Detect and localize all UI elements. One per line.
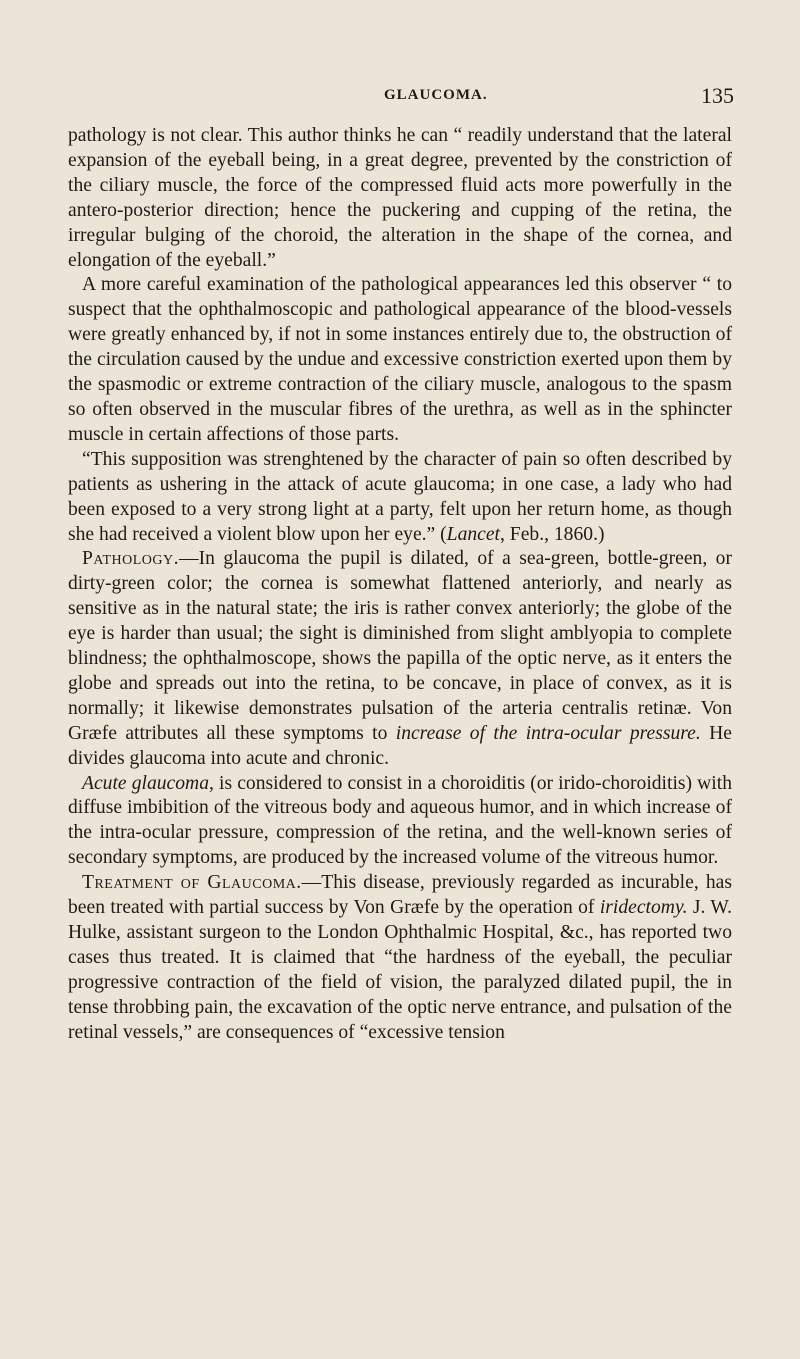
section-heading-pathology: Pathology.	[82, 548, 180, 570]
paragraph-text: —In glaucoma the pupil is dilated, of a sea-green, bottle-green, or dirty-green color; the cornea is somewhat flattened anteriorly, and nearly as sensitive as in the natural state; the iris is rather convex anteriorly; the globe of the eye is harder than usual; the sight is diminished from slight amblyopia to complete blindness; the ophthalmoscope, shows the papilla of the optic nerve, as it enters the globe and spreads out into the retina, to be concave, in place of convex, as it is normally; it likewise demonstrates pulsation of the arteria centralis retinæ. Von Græfe attributes all these symptoms to	[68, 548, 732, 744]
emphasis-text: increase of the intra-ocular pressure.	[395, 722, 701, 744]
running-title: GLAUCOMA.	[384, 87, 488, 103]
paragraph-continuation	[68, 124, 732, 273]
paragraph-text: A more careful examination of the pathological appearances led this observer “ to suspect that the ophthalmoscopic and pathological appearance of the blood-vessels were greatly enhanced by, if not in some instances entirely due to, the obstruction of the circulation caused by the undue and excessive constriction exerted upon them by the spasmodic or extreme contraction of the ciliary muscle, analogous to the spasm so often observed in the muscular fibres of the urethra, as well as in the sphincter muscle in certain affections of those parts.	[68, 274, 732, 445]
paragraph-treatment	[68, 871, 732, 1045]
paragraph-examination	[68, 273, 732, 447]
paragraph-pathology	[68, 547, 732, 771]
paragraph-text: —This disease, previously regarded as incurable, has been treated with partial success by Von Græfe by the operation of	[68, 872, 732, 919]
paragraph-text-end: , Feb., 1860.)	[500, 523, 605, 545]
paragraph-supposition	[68, 448, 732, 548]
emphasis-text: iridectomy.	[599, 897, 688, 919]
section-heading-treatment: Treatment of Glaucoma.	[82, 872, 302, 894]
citation-source: Lancet	[446, 523, 500, 545]
term-acute-glaucoma: Acute glaucoma,	[82, 772, 214, 794]
paragraph-text: “This supposition was strenghtened by the character of pain so often described by patients as ushering in the attack of acute glaucoma; in one case, a lady who had been exposed to a very strong light at a party, felt upon her return home, as though she had received a violent blow upon her eye.” (	[68, 448, 732, 545]
paragraph-text: pathology is not clear. This author thinks he can “ readily understand that the lateral expansion of the eyeball being, in a great degree, prevented by the constriction of the ciliary muscle, the force of the compressed fluid acts more powerfully in the antero-posterior direction; hence the puckering and cupping of the retina, the irregular bulging of the choroid, the alteration in the shape of the cornea, and elongation of the eyeball.”	[68, 125, 732, 271]
body-text	[68, 124, 732, 1046]
page-header	[0, 83, 800, 113]
paragraph-text-end: He divides glaucoma into acute and chronic.	[68, 722, 732, 769]
paragraph-acute-glaucoma	[68, 772, 732, 872]
page-number: 135	[701, 83, 734, 108]
paragraph-text: is considered to consist in a choroiditis (or irido-choroiditis) with diffuse imbibition of the vitreous body and aqueous humor, and in which increase of the intra-ocular pressure, compression of the retina, and the well-known series of secondary symptoms, are produced by the increased volume of the vitreous humor.	[68, 772, 732, 869]
paragraph-text-end: J. W. Hulke, assistant surgeon to the London Ophthalmic Hospital, &c., has reported two cases thus treated. It is claimed that “the hardness of the eyeball, the peculiar progressive contraction of the field of vision, the paralyzed dilated pupil, the in tense throbbing pain, the excavation of the optic nerve entrance, and pulsation of the retinal vessels,” are consequences of “excessive tension	[68, 897, 733, 1043]
